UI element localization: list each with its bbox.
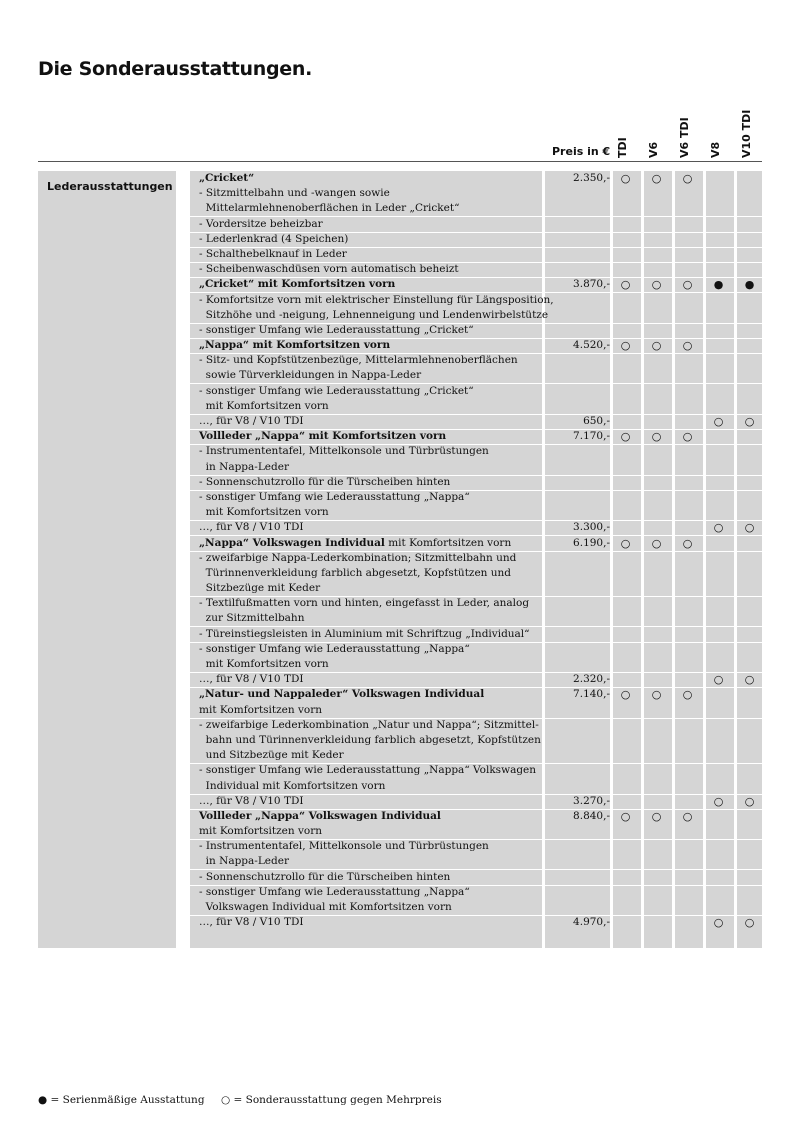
options-rows — [190, 171, 762, 930]
row-text: „Natur- und Nappaleder“ Volkswagen Individual — [199, 688, 485, 701]
row-text: - Instrumententafel, Mittelkonsole und Türbrüstungen — [199, 445, 489, 458]
standard-equipment-mark: ● — [744, 278, 755, 292]
table-row — [190, 262, 762, 277]
section-label: Lederausstattungen — [47, 180, 173, 193]
optional-equipment-mark: ○ — [744, 916, 755, 930]
row-text: „Cricket“ mit Komfortsitzen vorn — [199, 278, 396, 291]
row-text: mit Komfortsitzen vorn — [199, 703, 323, 716]
table-row — [190, 854, 762, 869]
table-row — [190, 718, 762, 733]
table-row — [190, 687, 762, 702]
table-row — [190, 277, 762, 292]
header-divider — [38, 161, 762, 162]
row-text: mit Komfortsitzen vorn — [199, 506, 329, 519]
row-text: - sonstiger Umfang wie Lederausstattung „Nappa“ — [199, 642, 470, 655]
row-text: „Nappa“ Volkswagen Individual mit Komfortsitzen vorn — [199, 536, 512, 549]
row-text: - Sitzmittelbahn und -wangen sowie — [199, 187, 390, 200]
table-row — [190, 566, 762, 581]
optional-equipment-mark: ○ — [620, 339, 631, 353]
row-text: Volkswagen Individual mit Komfortsitzen vorn — [199, 901, 452, 913]
row-price: 3.300,- — [573, 521, 610, 534]
engine-header-v6: V6 — [647, 141, 660, 158]
table-row — [190, 642, 762, 657]
optional-equipment-mark: ○ — [744, 415, 755, 428]
optional-equipment-mark: ○ — [620, 278, 631, 292]
table-row — [190, 247, 762, 262]
row-price: 3.870,- — [573, 278, 610, 291]
row-text: …, für V8 / V10 TDI — [199, 415, 304, 427]
optional-equipment-mark: ○ — [682, 172, 693, 185]
optional-equipment-mark: ○ — [620, 809, 631, 823]
row-text: - sonstiger Umfang wie Lederausstattung „Cricket“ — [199, 323, 474, 336]
optional-equipment-mark: ○ — [713, 673, 724, 687]
table-row — [190, 779, 762, 794]
engine-header-v10tdi: V10 TDI — [740, 109, 753, 158]
row-text: - Instrumententafel, Mittelkonsole und Türbrüstungen — [199, 840, 489, 853]
row-text: und Sitzbezüge mit Keder — [199, 749, 344, 762]
row-text: - Sitz- und Kopfstützenbezüge, Mittelarmlehnenoberflächen — [199, 354, 518, 367]
table-row — [190, 429, 762, 444]
optional-equipment-mark: ○ — [713, 794, 724, 808]
optional-equipment-mark: ○ — [744, 794, 755, 808]
row-price: 4.970,- — [573, 916, 610, 929]
optional-equipment-mark: ○ — [682, 688, 693, 702]
optional-equipment-mark: ○ — [682, 430, 693, 444]
table-row — [190, 551, 762, 566]
row-text: - zweifarbige Nappa-Lederkombination; Sitzmittelbahn und — [199, 551, 517, 564]
optional-equipment-mark: ○ — [651, 688, 662, 702]
engine-header-v8: V8 — [709, 141, 722, 158]
table-row — [190, 703, 762, 718]
row-text: - Vordersitze beheizbar — [199, 217, 323, 230]
optional-equipment-mark: ○ — [651, 809, 662, 823]
row-text: - zweifarbige Lederkombination „Natur und Nappa“; Sitzmittel- — [199, 718, 539, 731]
row-text: sowie Türverkleidungen in Nappa-Leder — [199, 369, 422, 382]
row-text: - Sonnenschutzrollo für die Türscheiben hinten — [199, 475, 451, 488]
row-text: in Nappa-Leder — [199, 460, 289, 473]
row-text: Türinnenverkleidung farblich abgesetzt, Kopfstützen und — [199, 566, 512, 579]
row-text: bahn und Türinnenverkleidung farblich abgesetzt, Kopfstützen — [199, 733, 541, 746]
optional-equipment-mark: ○ — [682, 536, 693, 550]
table-row — [190, 308, 762, 323]
table-row — [190, 384, 762, 399]
optional-equipment-mark: ○ — [651, 278, 662, 292]
engine-header-v6tdi: V6 TDI — [678, 117, 691, 158]
table-row — [190, 596, 762, 611]
table-row — [190, 870, 762, 885]
row-text: mit Komfortsitzen vorn — [199, 658, 329, 670]
row-price: 7.170,- — [573, 430, 610, 443]
row-text: …, für V8 / V10 TDI — [199, 521, 304, 534]
table-row — [190, 520, 762, 535]
row-text: - Türeinstiegsleisten in Aluminium mit Schriftzug „Individual“ — [199, 627, 530, 640]
row-text: - sonstiger Umfang wie Lederausstattung „Nappa“ — [199, 490, 470, 503]
table-row — [190, 323, 762, 338]
row-text: Vollleder „Nappa“ mit Komfortsitzen vorn — [199, 430, 447, 443]
table-row — [190, 581, 762, 596]
table-row — [190, 809, 762, 824]
table-row — [190, 171, 762, 186]
row-price: 650,- — [583, 415, 610, 427]
table-row — [190, 794, 762, 809]
table-row — [190, 490, 762, 505]
row-price: 2.350,- — [573, 172, 610, 184]
optional-equipment-mark: ○ — [682, 339, 693, 353]
optional-equipment-mark: ○ — [651, 172, 662, 185]
table-row — [190, 293, 762, 308]
optional-equipment-mark: ○ — [620, 172, 631, 185]
optional-equipment-mark: ○ — [651, 536, 662, 550]
table-row — [190, 414, 762, 429]
table-row — [190, 657, 762, 672]
row-text: Mittelarmlehnenoberflächen in Leder „Cricket“ — [199, 202, 460, 215]
table-row — [190, 885, 762, 900]
optional-equipment-mark: ○ — [651, 430, 662, 444]
row-text: Sitzhöhe und -neigung, Lehnenneigung und Lendenwirbelstütze — [199, 308, 549, 321]
optional-equipment-mark: ○ — [682, 809, 693, 823]
row-text: - Lederlenkrad (4 Speichen) — [199, 232, 349, 245]
row-text: - sonstiger Umfang wie Lederausstattung „Cricket“ — [199, 384, 474, 397]
engine-header-tdi: TDI — [616, 137, 629, 158]
row-text: in Nappa-Leder — [199, 855, 289, 868]
row-text: „Cricket“ — [199, 172, 255, 184]
optional-equipment-mark: ○ — [713, 415, 724, 428]
table-row — [190, 900, 762, 915]
optional-equipment-mark: ○ — [713, 521, 724, 535]
table-row — [190, 201, 762, 216]
optional-equipment-mark: ○ — [682, 278, 693, 292]
row-price: 8.840,- — [573, 809, 610, 822]
optional-equipment-mark: ○ — [620, 430, 631, 444]
table-row — [190, 217, 762, 232]
row-text: - Textilfußmatten vorn und hinten, eingefasst in Leder, analog — [199, 597, 530, 610]
table-row — [190, 839, 762, 854]
optional-equipment-mark: ○ — [744, 521, 755, 535]
legend-optional: ○ = Sonderausstattung gegen Mehrpreis — [221, 1094, 442, 1106]
table-row — [190, 627, 762, 642]
table-row — [190, 399, 762, 414]
row-text: Sitzbezüge mit Keder — [199, 582, 321, 595]
row-price: 3.270,- — [573, 794, 610, 807]
price-column-header: Preis in € — [552, 145, 611, 158]
row-text: - Komfortsitze vorn mit elektrischer Einstellung für Längsposition, — [199, 293, 554, 306]
table-row — [190, 475, 762, 490]
optional-equipment-mark: ○ — [713, 916, 724, 930]
table-row — [190, 536, 762, 551]
row-price: 2.320,- — [573, 673, 610, 686]
table-row — [190, 611, 762, 626]
legend-standard: ● = Serienmäßige Ausstattung — [38, 1094, 205, 1106]
row-text: - sonstiger Umfang wie Lederausstattung „Nappa“ — [199, 885, 470, 898]
table-row — [190, 672, 762, 687]
table-row — [190, 186, 762, 201]
table-row — [190, 505, 762, 520]
row-price: 6.190,- — [573, 536, 610, 549]
table-row — [190, 915, 762, 930]
row-text: - Sonnenschutzrollo für die Türscheiben hinten — [199, 870, 451, 883]
row-text: …, für V8 / V10 TDI — [199, 916, 304, 929]
row-text: mit Komfortsitzen vorn — [199, 825, 323, 838]
row-text: zur Sitzmittelbahn — [199, 612, 305, 625]
row-text: „Nappa“ mit Komfortsitzen vorn — [199, 339, 391, 352]
table-row — [190, 733, 762, 748]
row-text: …, für V8 / V10 TDI — [199, 794, 304, 807]
row-text: Vollleder „Nappa“ Volkswagen Individual — [199, 809, 441, 822]
table-row — [190, 338, 762, 353]
table-row — [190, 444, 762, 459]
table-row — [190, 232, 762, 247]
row-text: - sonstiger Umfang wie Lederausstattung „Nappa“ Volkswagen — [199, 764, 537, 777]
row-text: Individual mit Komfortsitzen vorn — [199, 779, 386, 792]
table-row — [190, 763, 762, 778]
row-text: …, für V8 / V10 TDI — [199, 673, 304, 686]
table-row — [190, 368, 762, 383]
table-row — [190, 353, 762, 368]
row-price: 7.140,- — [573, 688, 610, 701]
optional-equipment-mark: ○ — [620, 536, 631, 550]
row-text: mit Komfortsitzen vorn — [199, 399, 329, 412]
page-title: Die Sonderausstattungen. — [38, 58, 313, 80]
section-label-cell — [38, 171, 176, 948]
standard-equipment-mark: ● — [713, 278, 724, 292]
table-row — [190, 748, 762, 763]
row-text: - Scheibenwaschdüsen vorn automatisch beheizt — [199, 263, 459, 276]
optional-equipment-mark: ○ — [651, 339, 662, 353]
optional-equipment-mark: ○ — [744, 673, 755, 687]
row-price: 4.520,- — [573, 339, 610, 352]
optional-equipment-mark: ○ — [620, 688, 631, 702]
row-text: - Schalthebelknauf in Leder — [199, 247, 347, 260]
table-row — [190, 460, 762, 475]
table-row — [190, 824, 762, 839]
